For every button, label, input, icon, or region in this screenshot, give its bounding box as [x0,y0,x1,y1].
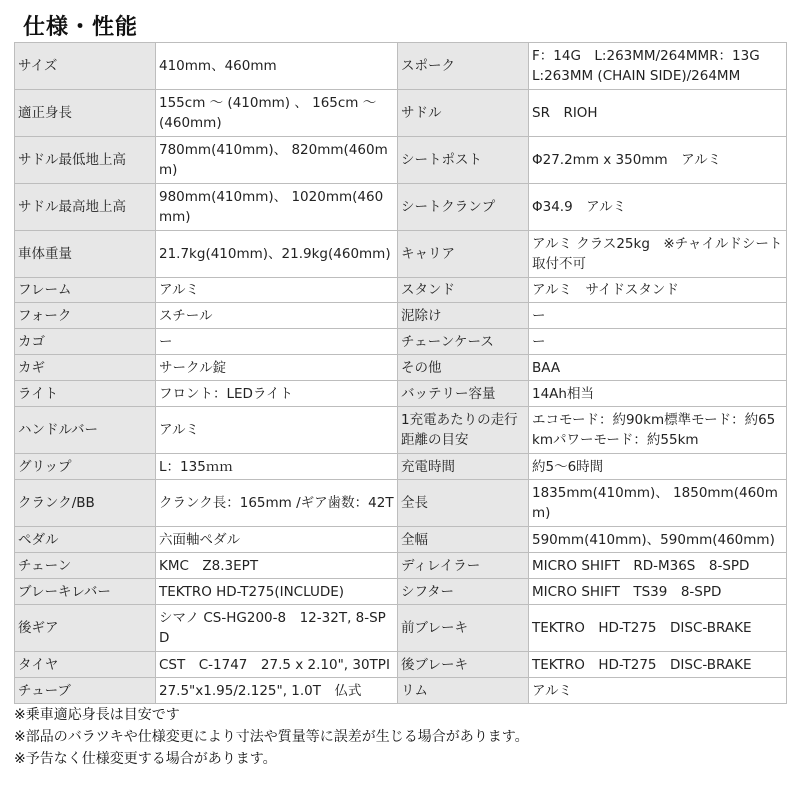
table-row [15,355,787,381]
spec-label: サイズ [15,43,156,90]
spec-label: サドル最低地上高 [15,137,156,184]
spec-label: ディレイラー [398,553,529,579]
spec-value: BAA [529,355,787,381]
spec-label: カゴ [15,329,156,355]
spec-value: Φ27.2mm x 350mm アルミ [529,137,787,184]
spec-label: フォーク [15,303,156,329]
spec-value: Φ34.9 アルミ [529,184,787,231]
spec-value: 980mm(410mm)、 1020mm(460mm) [156,184,398,231]
table-row [15,553,787,579]
spec-value: TEKTRO HD-T275(INCLUDE) [156,579,398,605]
spec-label: サドル最高地上高 [15,184,156,231]
spec-label: 車体重量 [15,231,156,278]
spec-label: リム [398,678,529,704]
table-row [15,90,787,137]
spec-label: バッテリー容量 [398,381,529,407]
spec-label: ブレーキレバー [15,579,156,605]
spec-value: アルミ クラス25kg ※チャイルドシート取付不可 [529,231,787,278]
spec-value: 21.7kg(410mm)、21.9kg(460mm) [156,231,398,278]
note-text: ※予告なく仕様変更する場合があります。 [14,751,277,767]
spec-label: 前ブレーキ [398,605,529,652]
spec-value: F：14G L:263MM/264MMR：13G L:263MM (CHAIN SIDE)/264MM [529,43,787,90]
spec-value: 14Ah相当 [529,381,787,407]
table-row [15,329,787,355]
notes [14,704,529,770]
spec-label: キャリア [398,231,529,278]
table-row [15,184,787,231]
table-row [15,454,787,480]
spec-value: フロント：LEDライト [156,381,398,407]
table-row [15,480,787,527]
spec-label: 適正身長 [15,90,156,137]
note-text: ※乗車適応身長は目安です [14,707,180,723]
spec-label: 全長 [398,480,529,527]
table-row [15,137,787,184]
spec-value: クランク長：165mm /ギア歯数：42T [156,480,398,527]
table-row [15,407,787,454]
spec-value: エコモード：約90km標準モード：約65kmパワーモード：約55km [529,407,787,454]
spec-label: スポーク [398,43,529,90]
spec-value: ー [529,303,787,329]
spec-label: ハンドルバー [15,407,156,454]
table-row [15,652,787,678]
table-row [15,527,787,553]
spec-label: ライト [15,381,156,407]
spec-label: スタンド [398,278,529,303]
spec-value: ー [156,329,398,355]
table-row [15,381,787,407]
spec-value: MICRO SHIFT RD-M36S 8-SPD [529,553,787,579]
spec-label: 泥除け [398,303,529,329]
spec-label: チェーン [15,553,156,579]
spec-value: SR RIOH [529,90,787,137]
table-row [15,678,787,704]
spec-value: 780mm(410mm)、 820mm(460mm) [156,137,398,184]
spec-value: KMC Z8.3EPT [156,553,398,579]
spec-label: 全幅 [398,527,529,553]
table-row [15,303,787,329]
table-row [15,605,787,652]
spec-label: 1充電あたりの走行距離の目安 [398,407,529,454]
spec-label: 後ギア [15,605,156,652]
spec-label: グリップ [15,454,156,480]
spec-value: TEKTRO HD-T275 DISC-BRAKE [529,605,787,652]
table-row [15,43,787,90]
spec-value: アルミ [529,678,787,704]
spec-table [14,42,787,704]
spec-value: アルミ [156,407,398,454]
spec-label: シートクランプ [398,184,529,231]
spec-value: シマノ CS-HG200-8 12-32T, 8-SPD [156,605,398,652]
spec-label: サドル [398,90,529,137]
spec-label: タイヤ [15,652,156,678]
spec-value: 590mm(410mm)、590mm(460mm) [529,527,787,553]
spec-value: ー [529,329,787,355]
spec-value: 1835mm(410mm)、 1850mm(460mm) [529,480,787,527]
spec-value: 155cm 〜 (410mm) 、 165cm 〜 (460mm) [156,90,398,137]
spec-value: スチール [156,303,398,329]
spec-value: TEKTRO HD-T275 DISC-BRAKE [529,652,787,678]
spec-value: 410mm、460mm [156,43,398,90]
spec-value: 約5〜6時間 [529,454,787,480]
spec-value: アルミ [156,278,398,303]
table-row [15,579,787,605]
spec-value: アルミ サイドスタンド [529,278,787,303]
spec-label: チェーンケース [398,329,529,355]
spec-value: L：135ｍｍ [156,454,398,480]
spec-value: CST C-1747 27.5 x 2.10", 30TPI [156,652,398,678]
spec-label: ペダル [15,527,156,553]
spec-label: カギ [15,355,156,381]
spec-label: チューブ [15,678,156,704]
spec-label: その他 [398,355,529,381]
spec-label: シフター [398,579,529,605]
spec-label: 後ブレーキ [398,652,529,678]
spec-value: 六面軸ペダル [156,527,398,553]
spec-label: シートポスト [398,137,529,184]
table-row [15,278,787,303]
spec-label: クランク/BB [15,480,156,527]
spec-label: 充電時間 [398,454,529,480]
spec-value: MICRO SHIFT TS39 8-SPD [529,579,787,605]
spec-value: サークル錠 [156,355,398,381]
page-title: 仕様・性能 [23,15,139,40]
spec-value: 27.5"x1.95/2.125", 1.0T 仏式 [156,678,398,704]
table-row [15,231,787,278]
note-text: ※部品のバラツキや仕様変更により寸法や質量等に誤差が生じる場合があります。 [14,729,529,745]
spec-label: フレーム [15,278,156,303]
